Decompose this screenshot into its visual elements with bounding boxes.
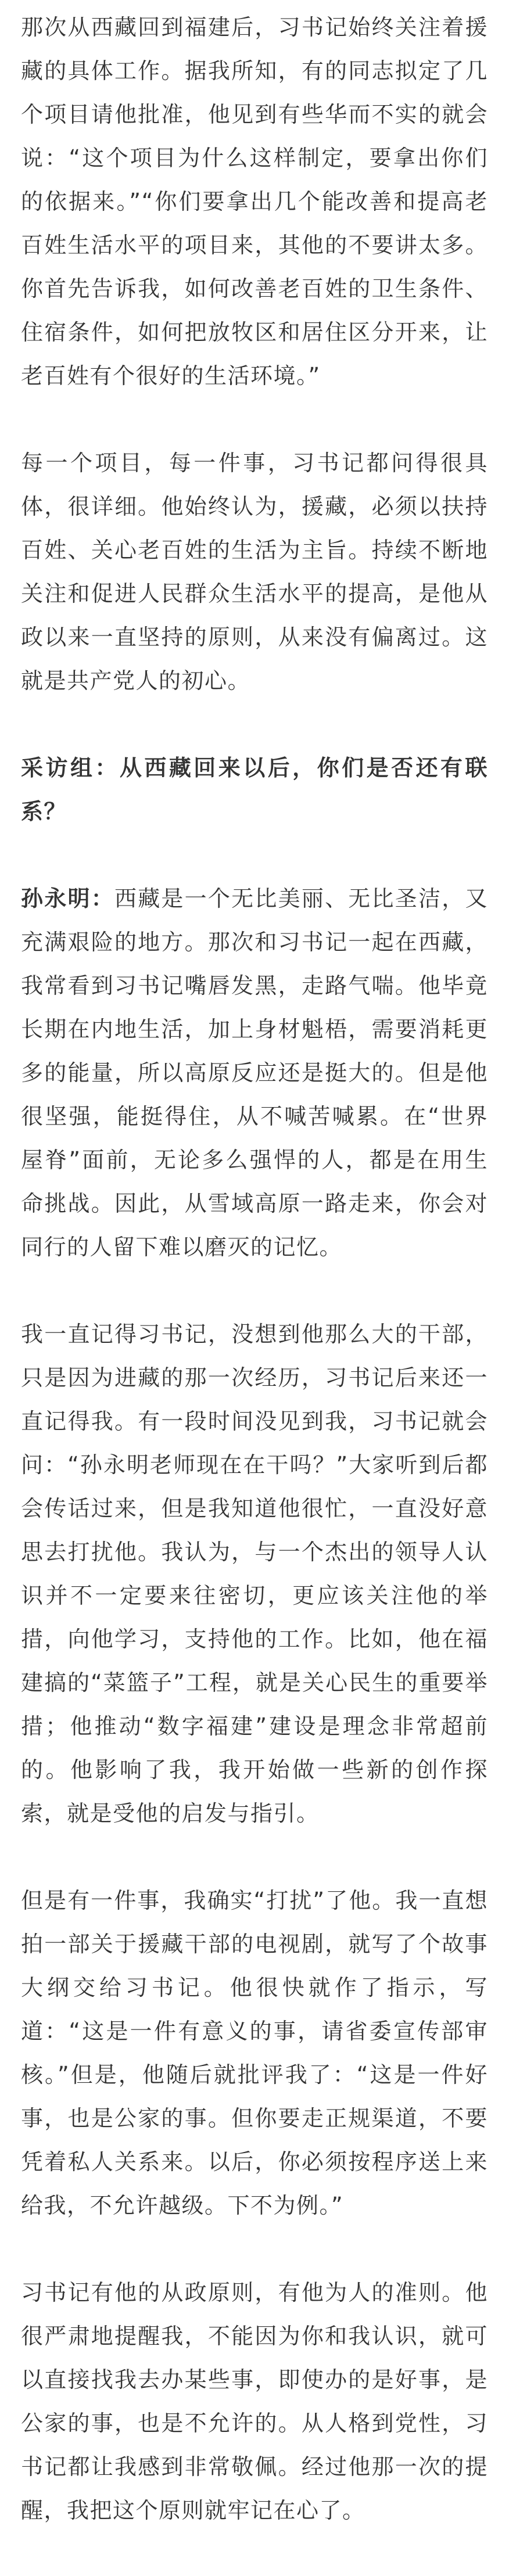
paragraph-principles: 习书记有他的从政原则，有他为人的准则。他很严肃地提醒我，不能因为你和我认识，就可以直接找我去办某些事，即使办的是好事，是公家的事，也是不允许的。从人格到党性，习书记都让我感到非常敬佩。经过他那一次的提醒，我把这个原则就牢记在心了。 <box>21 2280 488 2523</box>
answer-paragraph <box>21 877 488 1269</box>
interview-question: 采访组：从西藏回来以后，你们是否还有联系？ <box>21 755 488 824</box>
paragraph-tv-drama: 但是有一件事，我确实“打扰”了他。我一直想拍一部关于援藏干部的电视剧，就写了个故事大纲交给习书记。他很快就作了指示，写道：“这是一件有意义的事，请省委宣传部审核。”但是，他随后就批评我了：“这是一件好事，也是公家的事。但你要走正规渠道，不要凭着私人关系来。以后，你必须按程序送上来给我，不允许越级。下不为例。” <box>21 1888 488 2218</box>
article-body <box>21 6 488 2576</box>
paragraph-remembered: 我一直记得习书记，没想到他那么大的干部，只是因为进藏的那一次经历，习书记后来还一直记得我。有一段时间没见到我，习书记就会问：“孙永明老师现在在干吗？”大家听到后都会传话过来，但是我知道他很忙，一直没好意思去打扰他。我认为，与一个杰出的领导人认识并不一定要来往密切，更应该关注他的举措，向他学习，支持他的工作。比如，他在福建搞的“菜篮子”工程，就是关心民生的重要举措；他推动“数字福建”建设是理念非常超前的。他影响了我，我开始做一些新的创作探索，就是受他的启发与指引。 <box>21 1321 489 1826</box>
speaker-name: 孙永明： <box>21 886 114 911</box>
answer-text: 西藏是一个无比美丽、无比圣洁，又充满艰险的地方。那次和习书记一起在西藏，我常看到习书记嘴唇发黑，走路气喘。他毕竟长期在内地生活，加上身材魁梧，需要消耗更多的能量，所以高原反应还是挺大的。但是他很坚强，能挺得住，从不喊苦喊累。在“世界屋脊”面前，无论多么强悍的人，都是在用生命挑战。因此，从雪域高原一路走来，你会对同行的人留下难以磨灭的记忆。 <box>21 886 488 1260</box>
paragraph-projects-principle: 每一个项目，每一件事，习书记都问得很具体，很详细。他始终认为，援藏，必须以扶持百姓、关心老百姓的生活为主旨。持续不断地关注和促进人民群众生活水平的提高，是他从政以来一直坚持的原则，从来没有偏离过。这就是共产党人的初心。 <box>21 450 488 694</box>
paragraph-tibet-projects: 那次从西藏回到福建后，习书记始终关注着援藏的具体工作。据我所知，有的同志拟定了几个项目请他批准，他见到有些华而不实的就会说：“这个项目为什么这样制定，要拿出你们的依据来。”“你们要拿出几个能改善和提高老百姓生活水平的项目来，其他的不要讲太多。你首先告诉我，如何改善老百姓的卫生条件、住宿条件，如何把放牧区和居住区分开来，让老百姓有个很好的生活环境。” <box>21 15 488 389</box>
